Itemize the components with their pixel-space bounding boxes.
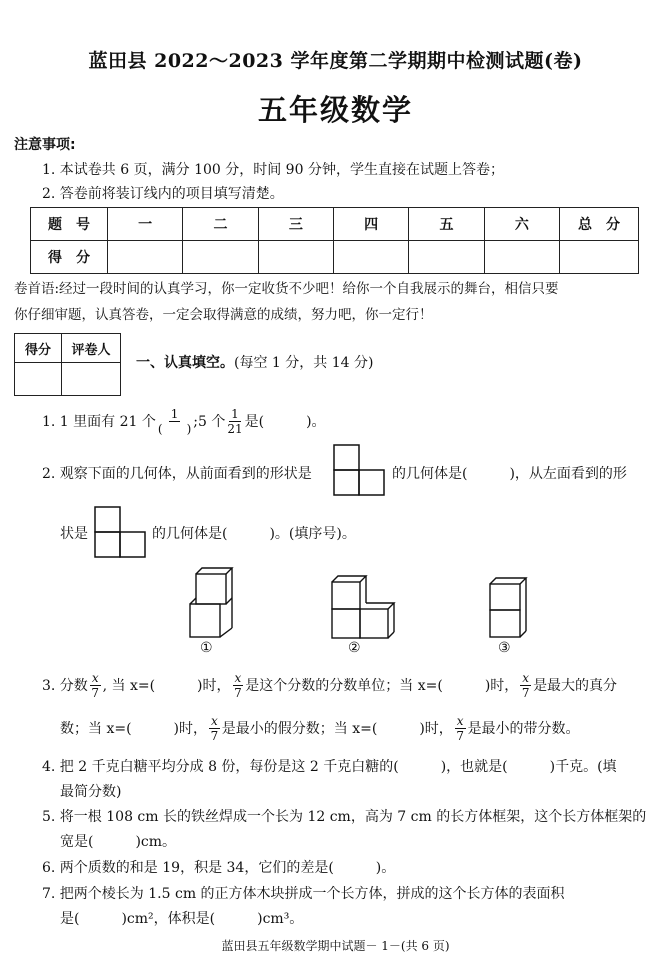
score-cell: 二 xyxy=(183,208,258,241)
solid-2-figure xyxy=(330,574,396,640)
q3-text-d: 是最大的真分 xyxy=(533,678,618,694)
exam-title: 蓝田县 2022～2023 学年度第二学期期中检测试题(卷) xyxy=(88,50,583,72)
left-view-shape xyxy=(94,506,148,560)
q3-text-f: 是最小的假分数；当 x=( )时， xyxy=(221,721,453,737)
q1-fraction-1 xyxy=(158,407,191,436)
q6-line: 6. 两个质数的和是 19，积是 34，它们的差是( )。 xyxy=(42,860,396,876)
section-1-heading xyxy=(136,352,373,372)
grader-score-label: 得分 xyxy=(15,334,62,363)
solid-3-label: ③ xyxy=(498,640,511,656)
score-input-cell[interactable] xyxy=(183,241,258,274)
q3-text-b: , 当 x=( )时， xyxy=(102,678,231,694)
score-cell: 六 xyxy=(484,208,559,241)
notes-heading: 注意事项: xyxy=(14,137,76,153)
grader-score-cell[interactable] xyxy=(15,363,62,396)
q4-line-2: 最简分数) xyxy=(60,784,122,800)
question-1 xyxy=(42,404,326,438)
q3-fraction: $\frac{x}{7}$ xyxy=(210,713,219,743)
q2-text-b: 的几何体是( )，从左面看到的形 xyxy=(392,466,627,482)
score-row-label: 得 分 xyxy=(31,241,108,274)
q5-line-1: 5. 将一根 108 cm 长的铁丝焊成一个长为 12 cm，高为 7 cm 的长方体框架，这个长方体框架的 xyxy=(42,809,647,825)
score-input-cell[interactable] xyxy=(333,241,408,274)
score-input-cell[interactable] xyxy=(560,241,639,274)
q3-fraction: $\frac{x}{7}$ xyxy=(456,713,464,743)
q2-text-a: 2. 观察下面的几何体，从前面看到的形状是 xyxy=(42,466,312,482)
q3-fraction: $\frac{x}{7}$ xyxy=(521,670,530,700)
q1-frac1-num: 1 xyxy=(170,406,179,421)
score-input-cell[interactable] xyxy=(108,241,183,274)
score-input-cell[interactable] xyxy=(258,241,333,274)
section-1-title: 一、认真填空。 xyxy=(136,355,234,371)
score-cell: 五 xyxy=(409,208,484,241)
front-view-shape xyxy=(333,444,387,498)
score-cell: 总 分 xyxy=(560,208,639,241)
solid-2-label: ② xyxy=(348,640,361,656)
question-3-line-2 xyxy=(60,711,580,745)
q1-fraction-2 xyxy=(227,407,242,436)
q5-line-2: 宽是( )cm。 xyxy=(60,834,177,850)
note-item-1: 1. 本试卷共 6 页，满分 100 分，时间 90 分钟，学生直接在试题上答卷； xyxy=(42,162,504,178)
grader-name-label: 评卷人 xyxy=(62,334,121,363)
q7-line-1: 7. 把两个棱长为 1.5 cm 的正方体木块拼成一个长方体，拼成的这个长方体的表面积 xyxy=(42,886,565,902)
score-table xyxy=(30,207,639,274)
preface-line-2: 你仔细审题，认真答卷，一定会取得满意的成绩，努力吧，你一定行！ xyxy=(14,307,433,323)
q4-line-1: 4. 把 2 千克白糖平均分成 8 份，每份是这 2 千克白糖的( )，也就是( )千克。(填 xyxy=(42,759,617,775)
score-table-score-row xyxy=(31,241,639,274)
q3-text-c: 是这个分数的分数单位；当 x=( )时， xyxy=(245,678,519,694)
page-footer: 蓝田县五年级数学期中试题－ 1－(共 6 页) xyxy=(221,939,450,953)
score-input-cell[interactable] xyxy=(484,241,559,274)
q2-text-d: 的几何体是( )。(填序号)。 xyxy=(152,526,356,542)
solid-3-figure xyxy=(488,576,528,640)
q1-text-a: 1. 1 里面有 21 个 xyxy=(42,414,156,430)
q7-line-2: 是( )cm²，体积是( )cm³。 xyxy=(60,911,304,927)
q1-frac1-den: ( ) xyxy=(157,421,192,436)
solid-1-label: ① xyxy=(200,640,213,656)
score-cell: 三 xyxy=(258,208,333,241)
q3-text-a: 3. 分数 xyxy=(42,678,88,694)
score-cell: 一 xyxy=(108,208,183,241)
q1-frac2-num: 1 xyxy=(231,406,239,421)
q3-text-g: 是最小的带分数。 xyxy=(467,721,580,737)
q3-fraction: $\frac{x}{7}$ xyxy=(234,670,242,700)
note-item-2: 2. 答卷前将装订线内的项目填写清楚。 xyxy=(42,186,284,202)
score-table-header-row xyxy=(31,208,639,241)
preface-line-1: 卷首语:经过一段时间的认真学习，你一定收货不少吧！给你一个自我展示的舞台，相信只要 xyxy=(14,281,559,297)
q3-text-e: 数；当 x=( )时， xyxy=(60,721,207,737)
q3-fraction: $\frac{x}{7}$ xyxy=(91,670,100,700)
question-3-line-1 xyxy=(42,668,617,702)
score-input-cell[interactable] xyxy=(409,241,484,274)
q1-text-b: ;5 个 xyxy=(193,414,226,430)
exam-subtitle: 五年级数学 xyxy=(257,93,413,127)
solid-1-figure xyxy=(188,566,234,640)
q1-text-c: 是( )。 xyxy=(244,414,326,430)
score-cell: 题 号 xyxy=(31,208,108,241)
grader-name-cell[interactable] xyxy=(62,363,121,396)
q1-frac2-den: 21 xyxy=(227,421,243,436)
section-1-note: (每空 1 分，共 14 分) xyxy=(234,355,374,371)
grader-box xyxy=(14,333,121,396)
q2-text-c: 状是 xyxy=(60,526,88,542)
score-cell: 四 xyxy=(333,208,408,241)
